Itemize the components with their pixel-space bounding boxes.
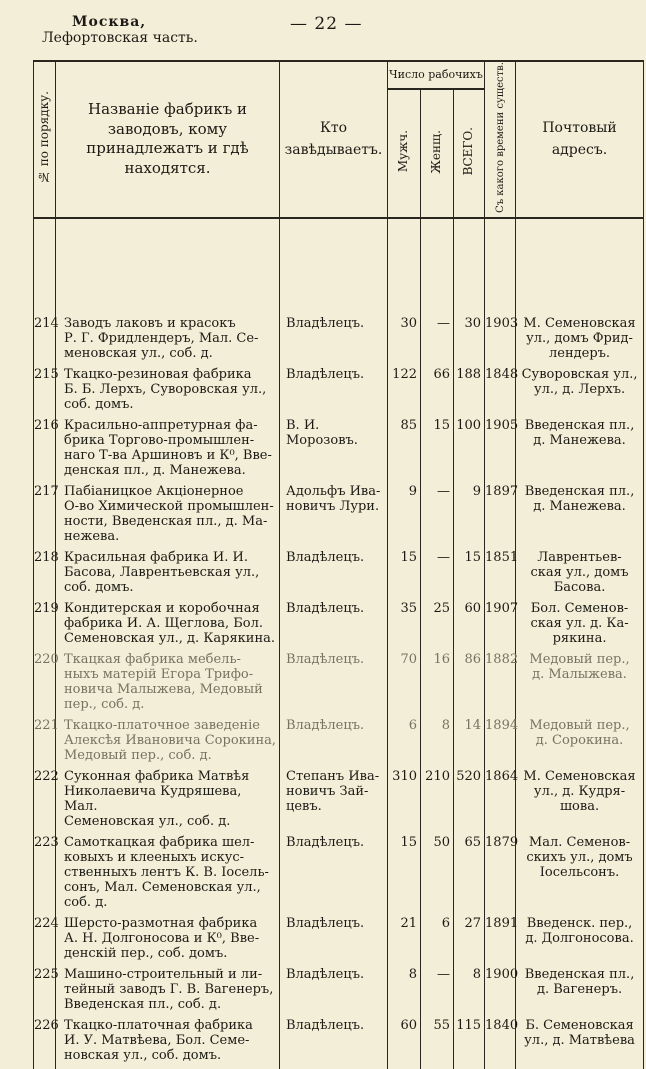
factory-name: Ткацко-резиновая фабрика Б. Б. Лерхъ, Суворовская ул., соб. домъ. [56, 367, 280, 418]
manager: Владѣлецъ. [280, 1018, 388, 1069]
manager: Владѣлецъ. [280, 718, 388, 769]
founded-year: 1879 [485, 835, 516, 916]
factory-name: Красильно-аппретурная фа- брика Торгово-промышлен- наго Т-ва Аршиновъ и К⁰, Вве- денская пл., д. Манежева. [56, 418, 280, 484]
postal-address: Лаврентьев- ская ул., домъ Басова. [516, 550, 644, 601]
table-row [34, 835, 644, 916]
men-count: 15 [388, 835, 421, 916]
postal-address: Бол. Семенов- ская ул. д. Ка- рякина. [516, 601, 644, 652]
total-count: 100 [454, 418, 485, 484]
row-number: 219 [34, 601, 56, 652]
women-count: — [421, 967, 454, 1018]
total-count: 8 [454, 967, 485, 1018]
row-number: 215 [34, 367, 56, 418]
postal-address: Медовый пер., д. Сорокина. [516, 718, 644, 769]
table-row [34, 418, 644, 484]
manager: Владѣлецъ. [280, 652, 388, 718]
men-count: 60 [388, 1018, 421, 1069]
founded-year: 1903 [485, 316, 516, 367]
col-header-name: Названіе фабрикъ и заводовъ, кому принадлежатъ и гдѣ находятся. [56, 61, 280, 218]
women-count: 210 [421, 769, 454, 835]
total-count: 14 [454, 718, 485, 769]
women-count: 16 [421, 652, 454, 718]
postal-address: Медовый пер., д. Малыжева. [516, 652, 644, 718]
col-header-total: ВСЕГО. [454, 89, 485, 218]
factory-register-table [33, 60, 644, 1069]
men-count: 122 [388, 367, 421, 418]
factory-name: Заводъ лаковъ и красокъ Р. Г. Фридлендеръ, Мал. Се- меновская ул., соб. д. [56, 316, 280, 367]
table-row [34, 1018, 644, 1069]
row-number: 221 [34, 718, 56, 769]
col-header-manager: Кто завѣдываетъ. [280, 61, 388, 218]
row-number: 216 [34, 418, 56, 484]
total-count: 60 [454, 601, 485, 652]
founded-year: 1897 [485, 484, 516, 550]
men-count: 8 [388, 967, 421, 1018]
founded-year: 1848 [485, 367, 516, 418]
founded-year: 1894 [485, 718, 516, 769]
women-count: 25 [421, 601, 454, 652]
manager: Владѣлецъ. [280, 367, 388, 418]
manager: Степанъ Ива- новичъ Зай- цевъ. [280, 769, 388, 835]
women-count: 50 [421, 835, 454, 916]
col-header-women: Женщ. [421, 89, 454, 218]
factory-name: Машино-строительный и ли- тейный заводъ Г. В. Вагенеръ, Введенская пл., соб. д. [56, 967, 280, 1018]
factory-name: Ткацко-платочное заведеніе Алексѣя Ивановича Сорокина, Медовый пер., соб. д. [56, 718, 280, 769]
total-count: 86 [454, 652, 485, 718]
row-number: 220 [34, 652, 56, 718]
table-row [34, 316, 644, 367]
founded-year: 1891 [485, 916, 516, 967]
row-number: 222 [34, 769, 56, 835]
founded-year: 1882 [485, 652, 516, 718]
table-row [34, 484, 644, 550]
postal-address: Введенская пл., д. Манежева. [516, 484, 644, 550]
postal-address: Введенская пл., д. Манежева. [516, 418, 644, 484]
table-body [34, 218, 644, 1069]
postal-address: М. Семеновская ул., д. Кудря- шова. [516, 769, 644, 835]
total-count: 9 [454, 484, 485, 550]
row-number: 217 [34, 484, 56, 550]
total-count: 520 [454, 769, 485, 835]
men-count: 35 [388, 601, 421, 652]
women-count: 8 [421, 718, 454, 769]
factory-name: Ткацко-платочная фабрика И. У. Матвѣева, Бол. Семе- новская ул., соб. домъ. [56, 1018, 280, 1069]
manager: Владѣлецъ. [280, 601, 388, 652]
total-count: 188 [454, 367, 485, 418]
col-header-since: Съ какого времени существ. [485, 61, 516, 218]
factory-name: Пабіаницкое Акціонерное О-во Химической промышлен- ности, Введенская пл., д. Ма- нежева. [56, 484, 280, 550]
women-count: 55 [421, 1018, 454, 1069]
postal-address: Суворовская ул., ул., д. Лерхъ. [516, 367, 644, 418]
page-number: — 22 — [290, 14, 363, 34]
men-count: 6 [388, 718, 421, 769]
men-count: 310 [388, 769, 421, 835]
col-header-workers: Число рабочихъ [388, 61, 485, 89]
col-header-men: Мужч. [388, 89, 421, 218]
manager: Владѣлецъ. [280, 316, 388, 367]
women-count: — [421, 550, 454, 601]
founded-year: 1851 [485, 550, 516, 601]
manager: Владѣлецъ. [280, 835, 388, 916]
women-count: — [421, 484, 454, 550]
men-count: 85 [388, 418, 421, 484]
total-count: 30 [454, 316, 485, 367]
men-count: 21 [388, 916, 421, 967]
table-row [34, 718, 644, 769]
table-row [34, 769, 644, 835]
manager: Владѣлецъ. [280, 916, 388, 967]
row-number: 223 [34, 835, 56, 916]
total-count: 65 [454, 835, 485, 916]
founded-year: 1840 [485, 1018, 516, 1069]
table-row [34, 601, 644, 652]
manager: Адольфъ Ива- новичъ Лури. [280, 484, 388, 550]
total-count: 15 [454, 550, 485, 601]
men-count: 70 [388, 652, 421, 718]
factory-name: Красильная фабрика И. И. Басова, Лаврентьевская ул., соб. домъ. [56, 550, 280, 601]
founded-year: 1900 [485, 967, 516, 1018]
manager: Владѣлецъ. [280, 550, 388, 601]
women-count: 66 [421, 367, 454, 418]
founded-year: 1905 [485, 418, 516, 484]
manager: Владѣлецъ. [280, 967, 388, 1018]
postal-address: Б. Семеновская ул., д. Матвѣева [516, 1018, 644, 1069]
women-count: 15 [421, 418, 454, 484]
table-row [34, 550, 644, 601]
row-number: 224 [34, 916, 56, 967]
total-count: 27 [454, 916, 485, 967]
header-district: Лефортовская часть. [42, 30, 198, 46]
founded-year: 1864 [485, 769, 516, 835]
header-city: Москва, [72, 14, 147, 30]
factory-name: Самоткацкая фабрика шел- ковыхъ и клееныхъ искус- ственныхъ лентъ К. В. Іосель- сонъ, Мал. Семеновская ул., соб. д. [56, 835, 280, 916]
factory-name: Кондитерская и коробочная фабрика И. А. Щеглова, Бол. Семеновская ул., д. Карякина. [56, 601, 280, 652]
table-row [34, 652, 644, 718]
row-number: 218 [34, 550, 56, 601]
table-row [34, 916, 644, 967]
row-number: 226 [34, 1018, 56, 1069]
factory-name: Ткацкая фабрика мебель- ныхъ матерій Егора Трифо- новича Малыжева, Медовый пер., соб. д. [56, 652, 280, 718]
row-number: 214 [34, 316, 56, 367]
men-count: 9 [388, 484, 421, 550]
col-header-address: Почтовый адресъ. [516, 61, 644, 218]
manager: В. И. Морозовъ. [280, 418, 388, 484]
women-count: — [421, 316, 454, 367]
postal-address: М. Семеновская ул., домъ Фрид- лендеръ. [516, 316, 644, 367]
postal-address: Введенск. пер., д. Долгоносова. [516, 916, 644, 967]
men-count: 30 [388, 316, 421, 367]
factory-name: Шерсто-размотная фабрика А. Н. Долгоносова и К⁰, Вве- денскій пер., соб. домъ. [56, 916, 280, 967]
table-row [34, 367, 644, 418]
women-count: 6 [421, 916, 454, 967]
col-header-no: № по порядку. [34, 61, 56, 218]
factory-name: Суконная фабрика Матвѣя Николаевича Кудряшева, Мал. Семеновская ул., соб. д. [56, 769, 280, 835]
postal-address: Мал. Семенов- скихъ ул., домъ Іосельсонъ. [516, 835, 644, 916]
postal-address: Введенская пл., д. Вагенеръ. [516, 967, 644, 1018]
founded-year: 1907 [485, 601, 516, 652]
men-count: 15 [388, 550, 421, 601]
table-row [34, 967, 644, 1018]
row-number: 225 [34, 967, 56, 1018]
total-count: 115 [454, 1018, 485, 1069]
